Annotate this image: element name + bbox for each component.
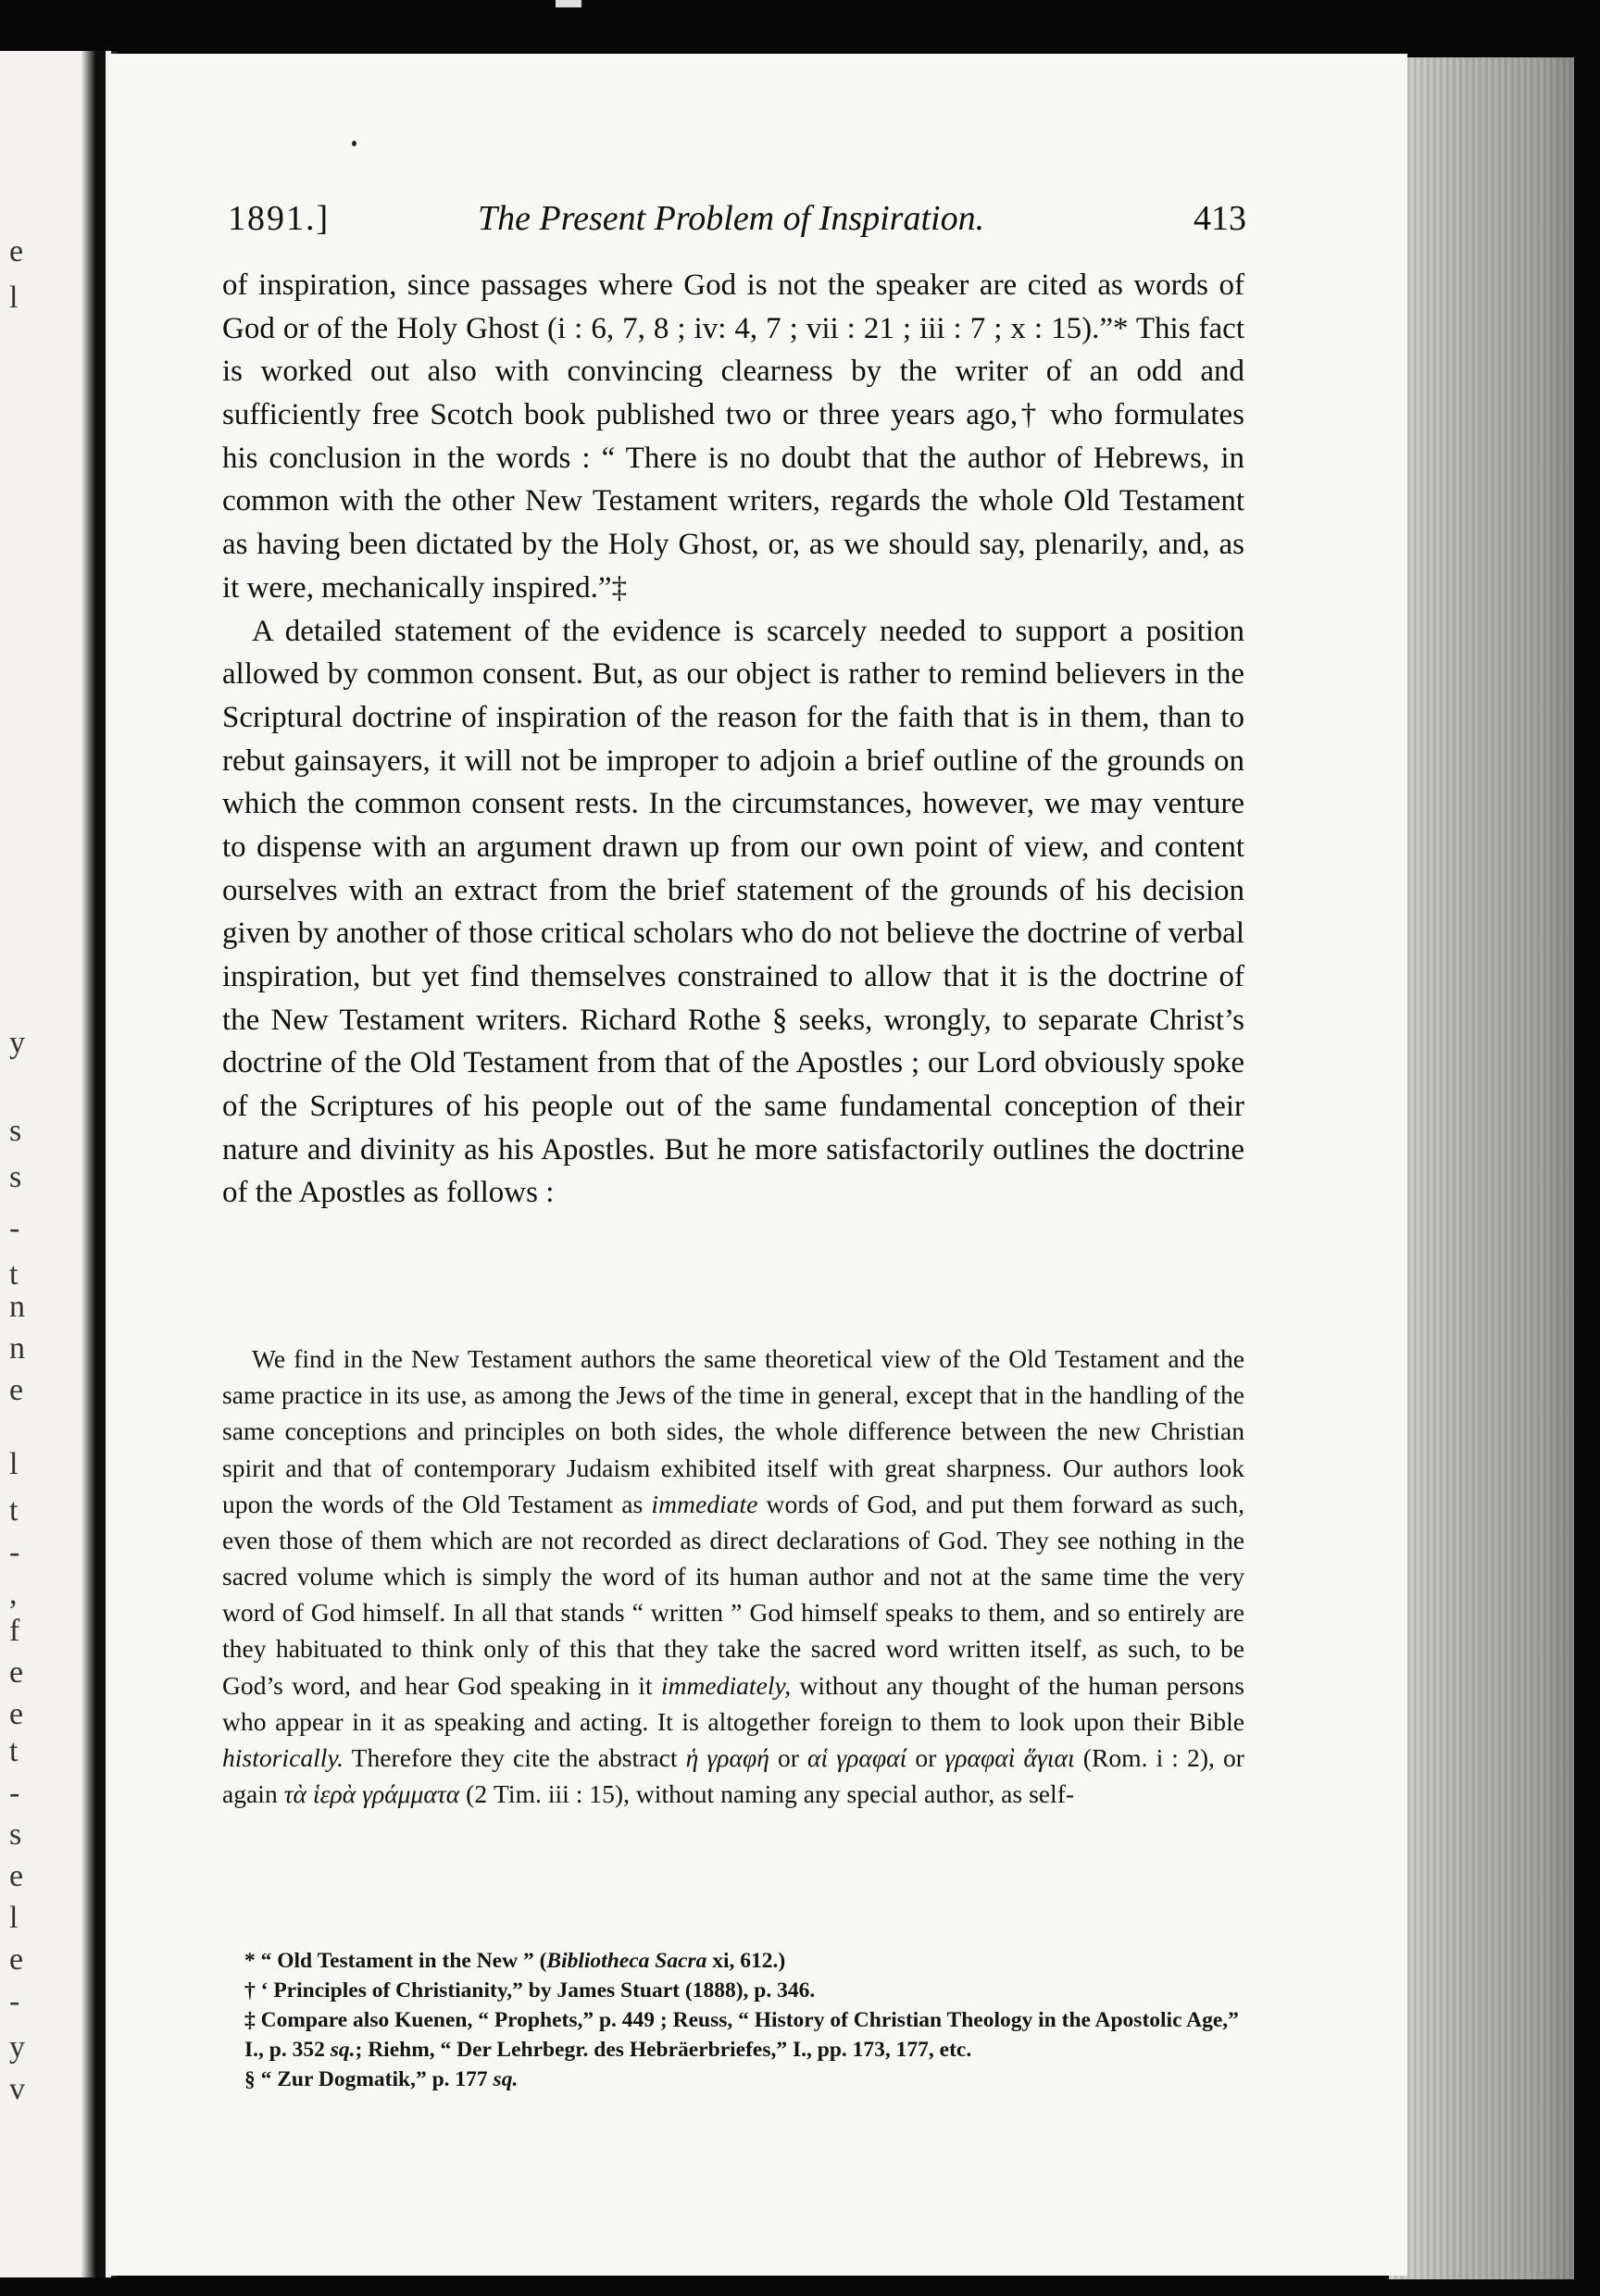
footnote-text: § “ Zur Dogmatik,” p. 177 <box>244 2066 494 2091</box>
paragraph-2: A detailed statement of the evidence is scarcely needed to support a position allowed by common consent. But, as our object is rather to remind believers in the Scriptural doctrine of inspiration of the reason for the faith that is in them, than to rebut gainsayers, it will not be improper to adjoin a brief outline of the grounds on which the common consent rests. In the circumstances, however, we may venture to dispense with an argument drawn up from our own point of view, and content ourselves with an extract from the brief statement of the grounds of his decision given by another of those critical scholars who do not believe the doctrine of verbal inspiration, but yet find themselves constrained to allow that it is the doctrine of the New Testament writers. Richard Rothe § seeks, wrongly, to separate Christ’s doctrine of the Old Testament from that of the Apostles ; our Lord obviously spoke of the Scriptures of his people out of the same fundamental conception of their nature and divinity as his Apostles. But he more satisfactorily outlines the doctrine of the Apostles as follows : <box>222 614 1244 1210</box>
fragment: l <box>9 1901 19 1935</box>
fragment: , <box>9 1577 18 1611</box>
fragment: e <box>9 1697 24 1731</box>
fragment: t <box>9 1734 19 1768</box>
fragment: e <box>9 1373 24 1407</box>
fragment: - <box>9 1776 20 1810</box>
fragment: v <box>9 2072 25 2106</box>
top-mark <box>556 0 581 7</box>
paragraph-1: of inspiration, since passages where God is not the speaker are cited as words of God or of the Holy Ghost (i : 6, 7, 8 ; iv: 4, 7 ; vii : 21 ; iii : 7 ; x : 15).”* This fact is worked out also with convincing clearness by the writer of an odd and sufficiently free Scotch book published two or three years ago,† who formulates his conclusion in the words : “ There is no doubt that the author of Hebrews, in common with the other New Testament writers, regards the whole Old Testament as having been dictated by the Holy Ghost, or, as we should say, plenarily, and, as it were, mechanically inspired.”‡ <box>222 268 1244 605</box>
fragment: f <box>9 1614 20 1648</box>
running-header <box>228 193 1246 248</box>
page-edges <box>1389 57 1574 2279</box>
footnotes <box>222 1947 1244 2095</box>
quote-text: (Rom. i : 2), or again <box>222 1742 1244 1809</box>
quote-text: or <box>769 1742 808 1772</box>
ink-speck <box>352 141 356 146</box>
main-text <box>222 264 1244 1215</box>
footnote-text: ‡ Compare also Kuenen, “ Prophets,” p. 449 ; Reuss, “ History of Christian Theology in the Apostolic Age,” I., p. 352 <box>244 2007 1239 2062</box>
block-quote <box>222 1341 1244 1812</box>
quote-text: words of God, and put them forward as such, even those of them which are not recorded as direct declarations of God. They see nothing in the sacred volume which is simply the word of its human author and not at the same time the very word of God himself. In all that stands “ written ” God himself speaks to them, and so entirely are they habituated to think only of this that they take the sacred word written itself, as such, to be God’s word, and hear God speaking in it <box>222 1489 1244 1700</box>
fragment: e <box>9 1655 24 1690</box>
header-title: The Present Problem of Inspiration. <box>478 199 985 238</box>
quote-text: Therefore they cite the abstract <box>344 1742 686 1772</box>
footnote-emphasis: Bibliotheca Sacra <box>546 1949 707 1973</box>
page-number: 413 <box>1194 199 1246 238</box>
footnote-emphasis: sq. <box>493 2066 519 2091</box>
quote-emphasis: immediate <box>651 1489 758 1518</box>
quote-text: or <box>906 1742 945 1772</box>
fragment: e <box>9 1859 24 1893</box>
fragment: n <box>9 1290 25 1324</box>
fragment: s <box>9 1114 22 1148</box>
footnote-1 <box>222 1947 1244 1977</box>
fragment: - <box>9 1535 20 1569</box>
header-year: 1891.] <box>228 199 331 238</box>
footnote-emphasis: sq. <box>330 2037 356 2062</box>
fragment: e <box>9 234 24 268</box>
facing-page-text-fragments <box>9 51 35 2277</box>
quote-emphasis: historically. <box>222 1742 344 1772</box>
quote-text: (2 Tim. iii : 15), without naming any special author, as self- <box>459 1779 1075 1809</box>
fragment: s <box>9 1160 22 1194</box>
fragment: - <box>9 1984 20 2018</box>
fragment: y <box>9 1026 25 1060</box>
fragment: - <box>9 1211 20 1245</box>
footnote-text: xi, 612.) <box>706 1949 786 1973</box>
fragment: y <box>9 2030 25 2065</box>
footnote-3 <box>222 2006 1244 2065</box>
fragment: t <box>9 1257 19 1292</box>
quote-emphasis: immediately, <box>660 1670 792 1700</box>
footnote-2: † ‘ Principles of Christianity,” by James Stuart (1888), p. 346. <box>244 1978 816 2003</box>
quote-greek: γραφαὶ ἅγιαι <box>944 1742 1075 1772</box>
footnote-4 <box>222 2065 1244 2095</box>
quote-text: We find in the New Testament authors the same theoretical view of the Old Testament and the same practice in its use, as among the Jews of the time in general, except that in the handling of the same conceptions and principles on both sides, the whole difference between the new Christian spirit and that of contemporary Judaism exhibited itself with great sharpness. Our authors look upon the words of the Old Testament as <box>222 1344 1244 1518</box>
book-gutter <box>81 51 106 2277</box>
fragment: l <box>9 1447 19 1481</box>
fragment: e <box>9 1942 24 1977</box>
fragment: s <box>9 1817 22 1852</box>
footnote-text: * “ Old Testament in the New ” ( <box>244 1949 547 1973</box>
fragment: l <box>9 281 19 315</box>
fragment: t <box>9 1493 19 1528</box>
quote-text: without any thought of the human persons who appear in it as speaking and acting. It is altogether foreign to them to look upon their Bible <box>222 1670 1244 1736</box>
quote-greek: αἱ γραφαί <box>807 1742 907 1772</box>
footnote-text: ; Riehm, “ Der Lehrbegr. des Hebräerbriefes,” I., pp. 173, 177, etc. <box>355 2037 972 2062</box>
quote-greek: τὰ ἱερὰ γράμματα <box>283 1779 460 1809</box>
fragment: n <box>9 1331 25 1366</box>
quote-greek: ἡ γραφή <box>685 1742 769 1772</box>
